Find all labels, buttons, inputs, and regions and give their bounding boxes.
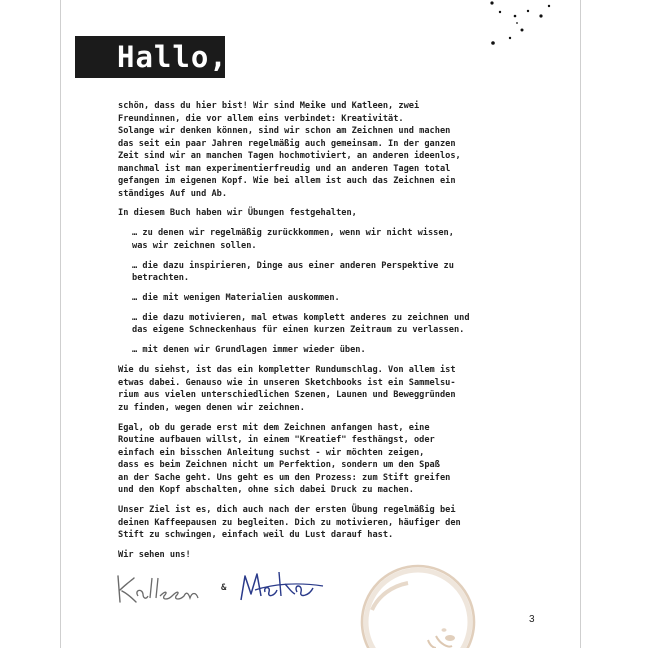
text-line: rium aus vielen unterschiedlichen Szenen, Launen und Beweggründen [118, 390, 456, 401]
text-line: Wir sehen uns! [118, 549, 191, 560]
text-line: gefangen im eigenen Kopf. Wie bei allem ist auch das Zeichnen ein [118, 176, 456, 186]
text-line: Wie du siehst, ist das ein kompletter Rundumschlag. Von allem ist [118, 365, 456, 376]
text-line: an der Sache geht. Uns geht es um den Prozess: zum Stift greifen [118, 472, 451, 483]
text-line: Routine aufbauen willst, in einem "Kreatief" festhängst, oder [118, 435, 435, 446]
paragraph [118, 504, 548, 542]
text-line: dass es beim Zeichnen nicht um Perfektion, sondern um den Spaß [118, 460, 440, 471]
paragraph [118, 207, 548, 220]
page-number: 3 [529, 614, 535, 625]
text-line: zu finden, wegen denen wir zeichnen. [118, 402, 305, 413]
signatures [112, 566, 332, 610]
text-line: schön, dass du hier bist! Wir sind Meike und Katleen, zwei [118, 101, 420, 111]
title-bar [75, 36, 228, 78]
text-line: Stift zu schwingen, einfach weil du Lust darauf hast. [118, 530, 394, 541]
coffee-ring-stain-icon [348, 556, 486, 648]
text-line: Solange wir denken können, sind wir schon am Zeichnen und machen [118, 126, 451, 136]
text-line: … die mit wenigen Materialien auskommen. [132, 293, 340, 304]
list-item [118, 227, 548, 252]
text-line: Unser Ziel ist es, dich auch nach der ersten Übung regelmäßig bei [118, 505, 456, 516]
text-line: … die dazu inspirieren, Dinge aus einer anderen Perspektive zu [132, 260, 454, 271]
list-item [118, 260, 548, 285]
signature-katleen [112, 570, 202, 610]
text-line: … die dazu motivieren, mal etwas komplett anderes zu zeichnen und [132, 312, 470, 323]
text-line: … mit denen wir Grundlagen immer wieder üben. [132, 345, 366, 356]
text-line: das eigene Schneckenhaus für einen kurzen Zeitraum zu verlassen. [132, 325, 465, 336]
paragraph [118, 364, 548, 414]
page-title: Hallo, [117, 40, 228, 74]
body-text [118, 100, 548, 569]
list-item [118, 312, 548, 337]
text-line: einfach ein bisschen Anleitung suchst - wir möchten zeigen, [118, 447, 425, 458]
text-line: Freundinnen, die vor allem eins verbindet: Kreativität. [118, 113, 404, 124]
list-item [118, 344, 548, 357]
paragraph [118, 422, 548, 497]
list-item [118, 292, 548, 305]
text-line: und den Kopf abschalten, ohne sich dabei Druck zu machen. [118, 485, 414, 496]
text-line: In diesem Buch haben wir Übungen festgehalten, [118, 208, 357, 219]
signature-meike [237, 566, 327, 610]
text-line: was wir zeichnen sollen. [132, 240, 257, 251]
scattered-dots-icon [486, 0, 566, 52]
text-line: Egal, ob du gerade erst mit dem Zeichnen anfangen hast, eine [118, 422, 430, 433]
signature-separator: & [221, 583, 227, 593]
text-line: manchmal ist man experimentierfreudig und an anderen Tagen total [118, 163, 451, 174]
text-line: Zeit sind wir an manchen Tagen hochmotiviert, an anderen ideenlos, [118, 151, 461, 161]
text-line: ständiges Auf und Ab. [118, 188, 228, 199]
text-line: etwas dabei. Genauso wie in unseren Sketchbooks ist ein Sammelsu- [118, 377, 456, 388]
paragraph [118, 100, 548, 200]
text-line: betrachten. [132, 273, 190, 284]
text-line: deinen Kaffeepausen zu begleiten. Dich zu motivieren, häufiger den [118, 517, 461, 528]
text-line: das seit ein paar Jahren regelmäßig auch gemeinsam. In der ganzen [118, 138, 456, 149]
text-line: … zu denen wir regelmäßig zurückkommen, wenn wir nicht wissen, [132, 228, 454, 239]
